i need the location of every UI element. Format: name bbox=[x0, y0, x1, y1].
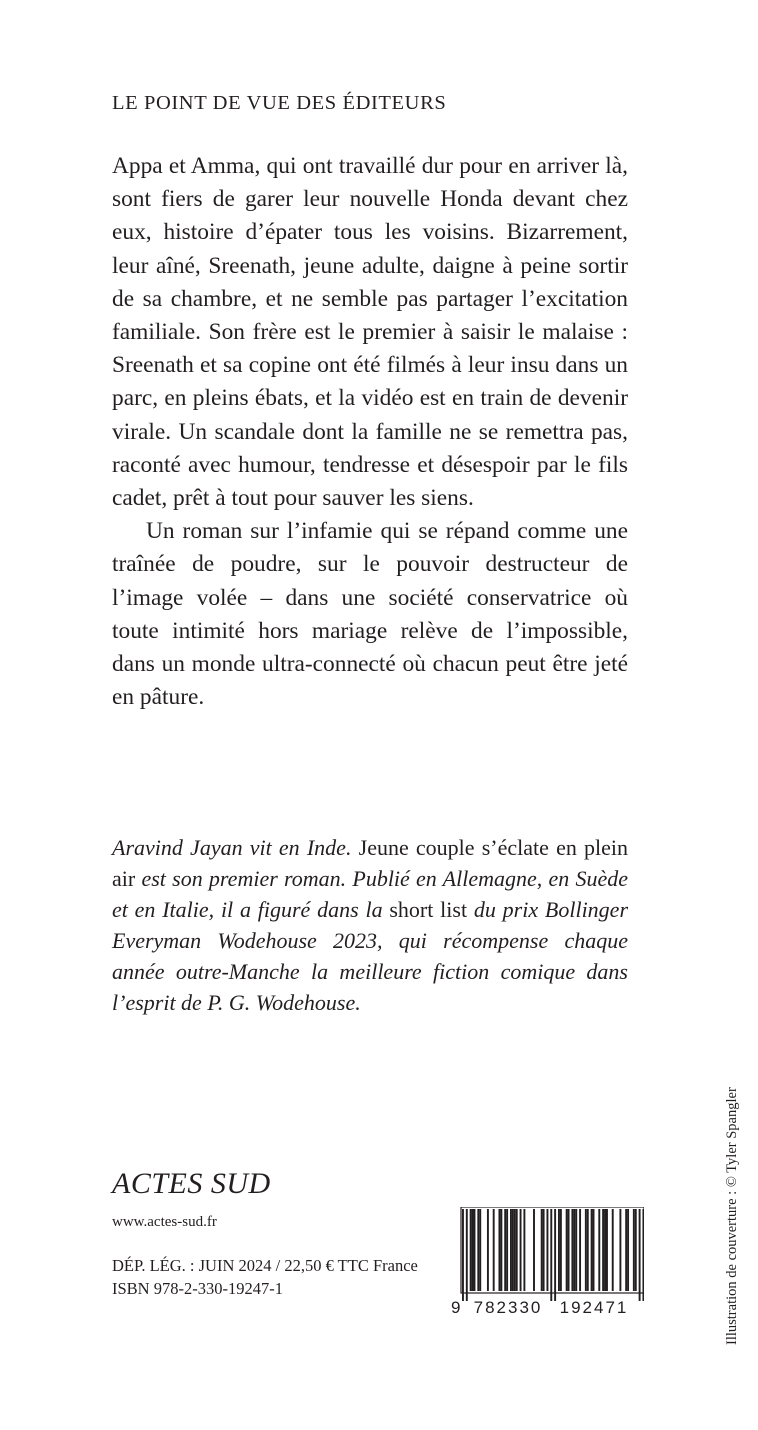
legal-deposit-price: DÉP. LÉG. : JUIN 2024 / 22,50 € TTC France bbox=[112, 1256, 418, 1275]
barcode-bar bbox=[591, 1209, 593, 1291]
bio-publication-info: est son premier roman. Publié en Allemagne, en Suède et en Italie, il a figuré dans la bbox=[112, 866, 629, 922]
barcode-bar bbox=[573, 1209, 575, 1291]
barcode-bar bbox=[612, 1209, 614, 1291]
barcode-bar bbox=[558, 1209, 560, 1291]
barcode-bar bbox=[635, 1209, 637, 1291]
barcode-bar bbox=[546, 1209, 548, 1291]
barcode-graphic bbox=[444, 1207, 644, 1319]
publisher-pitch bbox=[112, 150, 628, 714]
barcode-bar bbox=[520, 1209, 522, 1291]
barcode-guard-bar bbox=[550, 1209, 552, 1301]
barcode-bar bbox=[510, 1209, 512, 1291]
bio-author-line: Aravind Jayan vit en Inde. bbox=[112, 835, 352, 860]
barcode-bar bbox=[479, 1209, 481, 1291]
pitch-paragraph-1: Appa et Amma, qui ont travaillé dur pour en arriver là, sont fiers de garer leur nouvelle Honda devant chez eux, histoire d’épater tous les voisins. Bizarrement, leur aîné, Sreenath, jeune adulte, daigne à peine sortir de sa chambre, et ne semble pas partager l’excitation familiale. Son frère est le premier à saisir le malaise : Sreenath et sa copine ont été filmés à leur insu dans un parc, en pleins ébats, et la vidéo est en train de devenir virale. Un scandale dont la famille ne se remettra pas, raconté avec humour, tendresse et désespoir par le fils cadet, prêt à tout pour sauver les siens. bbox=[112, 153, 628, 512]
barcode-bar bbox=[533, 1209, 535, 1291]
barcode-bar bbox=[619, 1209, 621, 1291]
barcode-bar bbox=[504, 1209, 506, 1291]
barcode-first-digit: 9 bbox=[451, 1298, 461, 1317]
barcode-right-digits: 192471 bbox=[559, 1298, 629, 1317]
publisher-website: www.actes-sud.fr bbox=[112, 1214, 217, 1230]
author-bio bbox=[112, 832, 628, 1018]
barcode-bar bbox=[575, 1209, 577, 1291]
barcode-bar bbox=[633, 1209, 635, 1291]
barcode-bar bbox=[587, 1209, 589, 1291]
barcode-guard-bar bbox=[466, 1209, 468, 1301]
barcode-guard-bar bbox=[462, 1209, 464, 1301]
barcode-left-digits: 782330 bbox=[473, 1298, 543, 1317]
barcode-guard-bar bbox=[554, 1209, 556, 1301]
barcode-bar bbox=[541, 1209, 543, 1291]
bio-prize-info: du prix Bollinger Everyman Wodehouse 2023, qui récompense chaque année outre-Manche la meilleure fiction comique dans l’esprit de P. G. Wodehouse. bbox=[112, 897, 629, 1015]
barcode-bar bbox=[566, 1209, 568, 1291]
barcode-bar bbox=[625, 1209, 627, 1291]
barcode-bar bbox=[602, 1209, 604, 1291]
publisher-logo: ACTES SUD bbox=[112, 1167, 271, 1200]
barcode-guard-bar bbox=[642, 1209, 644, 1301]
barcode-bar bbox=[487, 1209, 489, 1291]
barcode-bar bbox=[500, 1209, 502, 1291]
isbn-number: ISBN 978-2-330-19247-1 bbox=[112, 1279, 283, 1298]
barcode-bar bbox=[472, 1209, 474, 1291]
barcode-bar bbox=[477, 1209, 479, 1291]
barcode-bar bbox=[593, 1209, 595, 1291]
barcode-guard-bar bbox=[639, 1209, 641, 1301]
barcode-bar bbox=[598, 1209, 600, 1291]
isbn-barcode bbox=[444, 1207, 644, 1319]
barcode-bar bbox=[627, 1209, 629, 1291]
section-heading: LE POINT DE VUE DES ÉDITEURS bbox=[112, 92, 447, 114]
cover-illustration-credit: Illustration de couverture : © Tyler Spangler bbox=[724, 1087, 740, 1345]
barcode-bar bbox=[523, 1209, 525, 1291]
barcode-bar bbox=[470, 1209, 472, 1291]
barcode-bar bbox=[498, 1209, 500, 1291]
barcode-bar bbox=[516, 1209, 518, 1291]
bio-short-list: short list bbox=[389, 897, 468, 922]
barcode-bar bbox=[506, 1209, 508, 1291]
barcode-bar bbox=[514, 1209, 516, 1291]
barcode-bar bbox=[512, 1209, 514, 1291]
legal-info bbox=[112, 1254, 418, 1300]
bio-book-title: Jeune couple s’éclate en plein air bbox=[112, 835, 628, 891]
barcode-bar bbox=[571, 1209, 573, 1291]
barcode-bar bbox=[493, 1209, 495, 1291]
barcode-bar bbox=[585, 1209, 587, 1291]
barcode-bar bbox=[606, 1209, 608, 1291]
barcode-bar bbox=[568, 1209, 570, 1291]
pitch-paragraph-2: Un roman sur l’infamie qui se répand comme une traînée de poudre, sur le pouvoir destructeur de l’image volée – dans une société conservatrice où toute intimité hors mariage relève de l’impossible, dans un monde ultra-connecté où chacun peut être jeté en pâture. bbox=[112, 518, 628, 711]
barcode-bar bbox=[579, 1209, 581, 1291]
barcode-bar bbox=[474, 1209, 476, 1291]
barcode-bar bbox=[560, 1209, 562, 1291]
barcode-bar bbox=[604, 1209, 606, 1291]
barcode-bar bbox=[543, 1209, 545, 1291]
